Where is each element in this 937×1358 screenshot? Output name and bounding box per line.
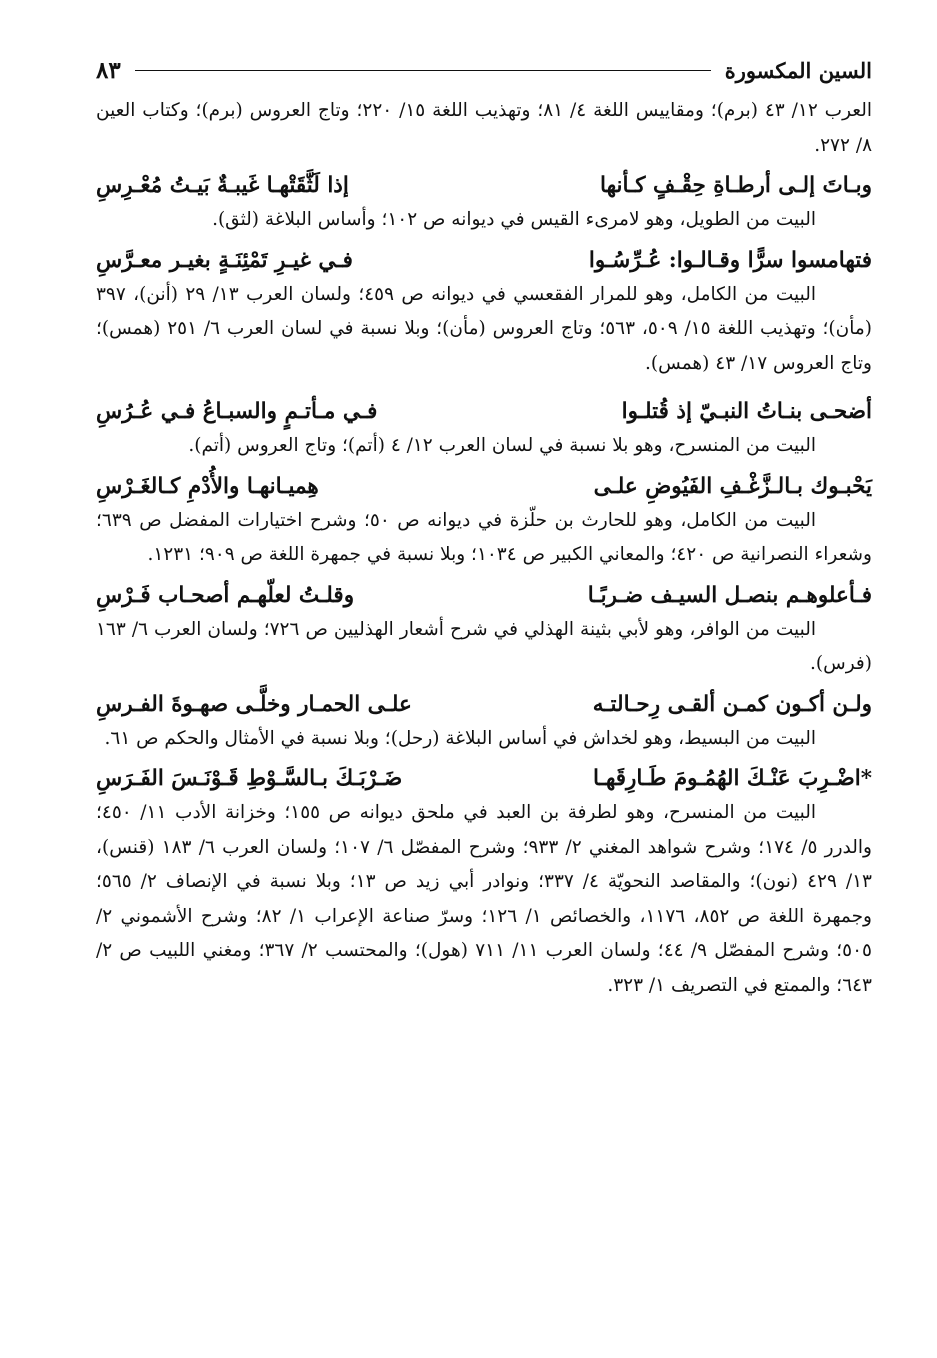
page	[96, 50, 872, 1003]
verse-3-hemistich-2: فـي مـأتـمٍ والسبـاعُ فـي عُـرُسِ	[96, 399, 378, 424]
spacer	[96, 381, 872, 389]
header-rule	[135, 70, 711, 71]
verse-2	[96, 244, 872, 278]
verse-5-hemistich-2: وقلـتُ لعلّهـم أصحـاب فَـرْسِ	[96, 582, 355, 608]
verse-1-hemistich-1: وبـاتَ إلـى أرطـاةِ حِقْـفٍ كـأنها	[600, 173, 872, 198]
verse-6-hemistich-2: علـى الحمـار وخلَّـى صهـوةَ الفـرسِ	[96, 691, 412, 717]
verse-7	[96, 762, 872, 796]
verse-7-hemistich-2: ضَـرْبَـكَ بـالسَّـوْطِ قَـوْنَـسَ الفَـرَسِ	[96, 766, 403, 791]
chapter-title: السين المكسورة	[724, 57, 872, 83]
verse-6	[96, 688, 872, 722]
running-header	[96, 50, 872, 90]
verse-1-note: البيت من الطويل، وهو لامرىء القيس في ديوانه ص ١٠٢؛ وأساس البلاغة (لثق).	[212, 209, 816, 230]
verse-5-note: البيت من الوافر، وهو لأبي بثينة الهذلي في شرح أشعار الهذليين ص ٧٢٦؛ ولسان العرب ٦/ ١٦٣ (فرس).	[96, 618, 872, 674]
verse-3	[96, 395, 872, 429]
verse-2-hemistich-1: فتهامسوا سرًّا وقـالـوا: عُـرِّسُـوا	[588, 247, 872, 273]
verse-1-hemistich-2: إذا لَثَّقَتْهـا غَيبـةٌ بَيـتُ مُعْـرِسِ	[96, 173, 349, 198]
verse-7-note: البيت من المنسرح، وهو لطرفة بن العبد في ملحق ديوانه ص ١٥٥؛ وخزانة الأدب ١١/ ٤٥٠؛ والدرر ٥/ ١٧٤؛ وشرح شواهد المغني ٢/ ٩٣٣؛ وشرح المفصّل ٦/ ١٠٧؛ ولسان العرب ٦/ ١٨٣ (قنس)، ١٣/ ٤٢٩ (نون)؛ والمقاصد النحويّة ٤/ ٣٣٧؛ ونوادر أبي زيد ص ١٣؛ وبلا نسبة في الإنصاف ٢/ ٥٦٥؛ وجمهرة اللغة ص ٨٥٢، ١١٧٦، والخصائص ١/ ١٢٦؛ وسرّ صناعة الإعراب ١/ ٨٢؛ وشرح الأشموني ٢/ ٥٠٥؛ وشرح المفصّل ٩/ ٤٤؛ ولسان العرب ١١/ ٧١١ (هول)؛ والمحتسب ٢/ ٣٦٧؛ ومغني اللبيب ص ٢/ ٦٤٣؛ والممتع في التصريف ١/ ٣٢٣.	[96, 802, 872, 996]
verse-3-note: البيت من المنسرح، وهو بلا نسبة في لسان العرب ١٢/ ٤ (أتم)؛ وتاج العروس (أتم).	[188, 435, 816, 456]
verse-4-hemistich-2: هِميـانهـا والأُدْمِ كـالغَـرْسِ	[96, 473, 319, 499]
verse-2-note: البيت من الكامل، وهو للمرار الفقعسي في ديوانه ص ٤٥٩؛ ولسان العرب ١٣/ ٢٩ (أنن)، ٣٩٧ (مأن)؛ وتهذيب اللغة ١٥/ ٥٠٩، ٥٦٣؛ وتاج العروس (مأن)؛ وبلا نسبة في لسان العرب ٦/ ٢٥١ (همس)؛ وتاج العروس ١٧/ ٤٣ (همس).	[96, 283, 872, 374]
verse-5-hemistich-1: فـأعلوهـم بنصـل السيـف ضـربًـا	[587, 582, 872, 608]
verse-2-hemistich-2: فـي غيـرِ تَمْئِنَـةٍ بغيـر معـرَّسِ	[96, 247, 353, 273]
verse-4-note: البيت من الكامل، وهو للحارث بن حلّزة في ديوانه ص ٥٠؛ وشرح اختيارات المفضل ص ٦٣٩؛ وشعراء النصرانية ص ٤٢٠؛ والمعاني الكبير ص ١٠٣٤؛ وبلا نسبة في جمهرة اللغة ص ٩٠٩؛ ١٢٣١.	[96, 509, 872, 565]
verse-3-hemistich-1: أضحـى بنـاتُ النبـيّ إذ قُتلـوا	[621, 399, 872, 424]
page-number: ٨٣	[96, 56, 121, 84]
verse-6-note: البيت من البسيط، وهو لخداش في أساس البلاغة (رحل)؛ وبلا نسبة في الأمثال والحكم ص ٦١.	[104, 727, 816, 749]
verse-4	[96, 470, 872, 504]
verse-1	[96, 169, 872, 203]
verse-4-hemistich-1: يَحْبـوك بـالـزَّغْـفِ الفَيُوضِ علـى	[593, 473, 872, 499]
verse-6-hemistich-1: ولـن أكـون كمـن ألقـى رِحـالتـه	[592, 691, 872, 717]
verse-7-hemistich-1: *اضْـرِبَ عَنْـكَ الهُمُـومَ طَـارِقَهـا	[592, 766, 872, 791]
intro-paragraph: العرب ١٢/ ٤٣ (برم)؛ ومقاييس اللغة ٤/ ٨١؛ وتهذيب اللغة ١٥/ ٢٢٠؛ وتاج العروس (برم)؛ وكتاب العين ٨/ ٢٧٢.	[96, 100, 872, 156]
verse-5	[96, 579, 872, 613]
